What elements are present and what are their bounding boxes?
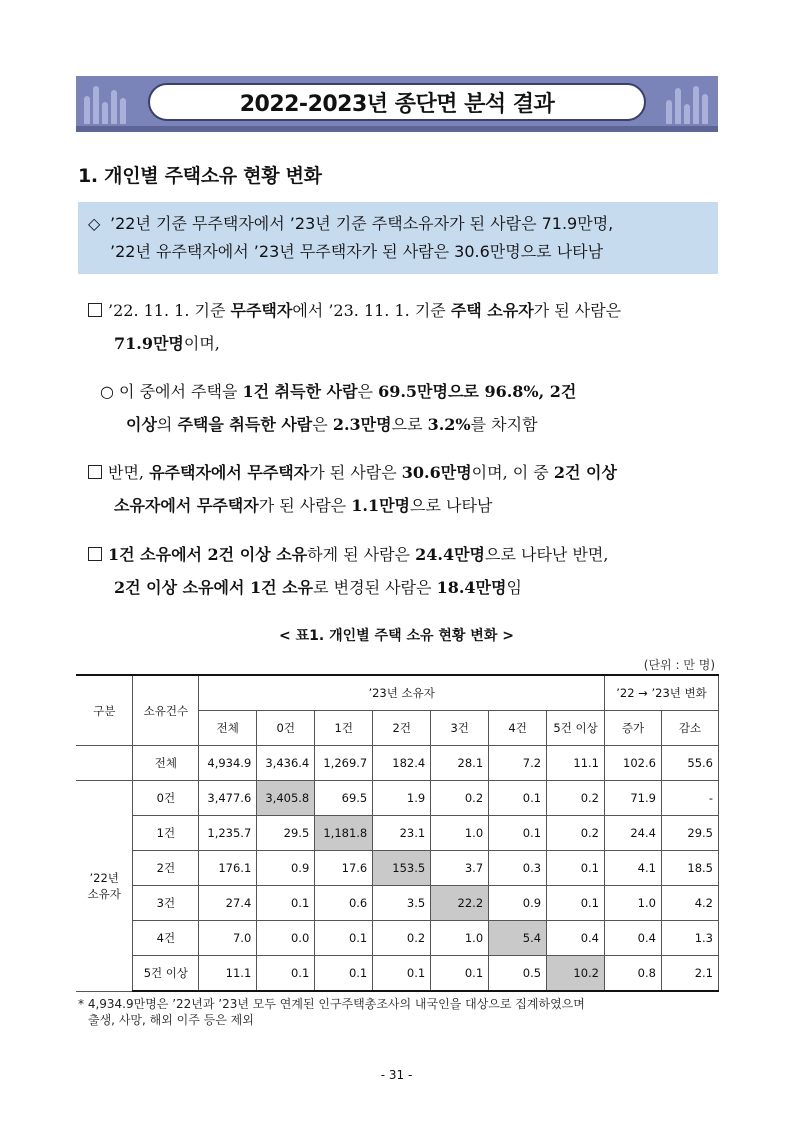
table-cell: 0.1 xyxy=(315,956,373,992)
p2-text-h: 가 된 사람은 xyxy=(258,496,352,515)
table-cell: 29.5 xyxy=(257,816,315,851)
p1-bold-b: 무주택자 xyxy=(230,301,293,320)
p1-text-a: ’22. 11. 1. 기준 xyxy=(108,301,231,320)
p3-bold-c: 24.4만명 xyxy=(415,545,485,564)
table-cell: 0.1 xyxy=(315,921,373,956)
column-header: 전체 xyxy=(199,711,257,746)
table-cell: 4.1 xyxy=(605,851,662,886)
table-cell: 0.3 xyxy=(489,851,547,886)
p3-bold-g: 18.4만명 xyxy=(436,578,507,597)
paragraph-1-sub xyxy=(100,375,720,441)
table-cell: 27.4 xyxy=(199,886,257,921)
table-row xyxy=(76,851,719,886)
header-change: ’22 → ’23년 변화 xyxy=(605,675,719,711)
summary-line-2: ’22년 유주택자에서 ’23년 무주택자가 된 사람은 30.6만명으로 나타남 xyxy=(110,242,604,261)
row-label: 3건 xyxy=(133,886,199,921)
p1-text-c: 에서 ’23. 11. 1. 기준 xyxy=(292,301,451,320)
table-cell: 0.1 xyxy=(547,886,605,921)
table-cell: 7.0 xyxy=(199,921,257,956)
ownership-change-table xyxy=(76,674,719,992)
table-cell: 71.9 xyxy=(605,781,662,816)
table-cell: 4,934.9 xyxy=(199,746,257,781)
table-cell: 1,181.8 xyxy=(315,816,373,851)
table-cell: 176.1 xyxy=(199,851,257,886)
p1sub-bold-e: 이상 xyxy=(126,415,157,434)
table-row xyxy=(76,781,719,816)
table-cell: 7.2 xyxy=(489,746,547,781)
table-cell: 0.4 xyxy=(547,921,605,956)
table-cell: 102.6 xyxy=(605,746,662,781)
p3-bold-e: 2건 이상 소유에서 1건 소유 xyxy=(114,578,314,597)
table-cell: 17.6 xyxy=(315,851,373,886)
paragraph-3 xyxy=(88,538,720,604)
column-header: 1건 xyxy=(315,711,373,746)
p1sub-text-h: 은 xyxy=(312,415,333,434)
footnote xyxy=(78,996,728,1028)
column-header: 2건 xyxy=(373,711,431,746)
p1sub-bold-d: 69.5만명으로 96.8%, 2건 xyxy=(378,382,577,401)
table-unit: (단위 : 만 명) xyxy=(643,658,715,672)
p3-text-d: 으로 나타난 반면, xyxy=(485,545,609,564)
row-label: 5건 이상 xyxy=(133,956,199,992)
table-cell: 0.6 xyxy=(315,886,373,921)
table-cell: 1.9 xyxy=(373,781,431,816)
banner-decoration-left xyxy=(82,82,132,124)
table-title: < 표1. 개인별 주택 소유 현황 변화 > xyxy=(279,628,514,644)
table-cell: 0.0 xyxy=(257,921,315,956)
checkbox-square-icon xyxy=(88,465,102,479)
summary-box xyxy=(78,202,718,274)
table-cell: 18.5 xyxy=(661,851,718,886)
table-cell: 0.1 xyxy=(257,886,315,921)
p3-text-f: 로 변경된 사람은 xyxy=(313,578,437,597)
column-header: 0건 xyxy=(257,711,315,746)
p1sub-text-a: 이 중에서 주택을 xyxy=(113,382,243,401)
p1-text-e: 가 된 사람은 xyxy=(533,301,622,320)
table-cell: 2.1 xyxy=(661,956,718,992)
header-count: 소유건수 xyxy=(133,675,199,746)
table-row xyxy=(76,886,719,921)
table-cell: 0.1 xyxy=(547,851,605,886)
table-cell: 0.1 xyxy=(489,781,547,816)
header-gubun: 구분 xyxy=(76,675,133,746)
p3-text-b: 하게 된 사람은 xyxy=(307,545,416,564)
column-header: 감소 xyxy=(661,711,718,746)
table-cell: 0.1 xyxy=(431,956,489,992)
row-label: 1건 xyxy=(133,816,199,851)
table-cell: 10.2 xyxy=(547,956,605,992)
p2-bold-g: 소유자에서 무주택자 xyxy=(114,496,259,515)
p1sub-text-l: 를 차지함 xyxy=(470,415,538,434)
row-label: 전체 xyxy=(133,746,199,781)
table-cell: 3,477.6 xyxy=(199,781,257,816)
p1-bold-f: 71.9만명 xyxy=(114,334,184,353)
p2-bold-f: 2건 이상 xyxy=(553,463,617,482)
p1sub-bold-i: 2.3만명 xyxy=(332,415,392,434)
table-cell: 0.8 xyxy=(605,956,662,992)
page-number: - 31 - xyxy=(380,1068,413,1082)
table-cell: 28.1 xyxy=(431,746,489,781)
table-cell: 1,269.7 xyxy=(315,746,373,781)
p2-text-e: 이며, 이 중 xyxy=(471,463,554,482)
p1sub-text-f: 의 xyxy=(156,415,178,434)
p1sub-text-j: 으로 xyxy=(391,415,428,434)
header-owner-2023: ’23년 소유자 xyxy=(199,675,605,711)
table-cell: 1.0 xyxy=(431,816,489,851)
column-header: 4건 xyxy=(489,711,547,746)
table-cell: 0.2 xyxy=(547,816,605,851)
p1-bold-d: 주택 소유자 xyxy=(450,301,534,320)
table-cell: 1,235.7 xyxy=(199,816,257,851)
table-cell: 55.6 xyxy=(661,746,718,781)
table-row xyxy=(76,816,719,851)
banner-decoration-right xyxy=(662,82,712,124)
checkbox-square-icon xyxy=(88,547,102,561)
table-cell: 23.1 xyxy=(373,816,431,851)
table-cell: 11.1 xyxy=(199,956,257,992)
table-cell: 0.2 xyxy=(373,921,431,956)
row-group-label: ’22년 소유자 xyxy=(76,781,133,992)
banner-title-pill xyxy=(148,83,646,121)
footnote-line-2: 출생, 사망, 해외 이주 등은 제외 xyxy=(88,1013,254,1027)
table-cell: 3,405.8 xyxy=(257,781,315,816)
section-heading: 1. 개인별 주택소유 현황 변화 xyxy=(78,165,322,187)
column-header: 3건 xyxy=(431,711,489,746)
table-cell: 0.4 xyxy=(605,921,662,956)
table-cell: 11.1 xyxy=(547,746,605,781)
p1sub-bold-g: 주택을 취득한 사람 xyxy=(177,415,313,434)
paragraph-1 xyxy=(88,294,720,360)
table-cell: 29.5 xyxy=(661,816,718,851)
table-cell: 153.5 xyxy=(373,851,431,886)
p2-bold-b: 유주택자에서 무주택자 xyxy=(149,463,310,482)
row-label: 4건 xyxy=(133,921,199,956)
page-title: 2022-2023년 종단면 분석 결과 xyxy=(239,91,555,117)
table-cell: 0.2 xyxy=(431,781,489,816)
circle-bullet-icon: ○ xyxy=(100,382,114,401)
table-cell: 0.2 xyxy=(547,781,605,816)
p1-text-g: 이며, xyxy=(183,334,220,353)
p1sub-bold-b: 1건 취득한 사람 xyxy=(242,382,358,401)
row-label: 2건 xyxy=(133,851,199,886)
diamond-icon: ◇ xyxy=(88,214,101,233)
table-cell: 0.9 xyxy=(257,851,315,886)
column-header: 5건 이상 xyxy=(547,711,605,746)
table-cell: 3,436.4 xyxy=(257,746,315,781)
p2-bold-d: 30.6만명 xyxy=(401,463,472,482)
table-cell: 22.2 xyxy=(431,886,489,921)
title-banner xyxy=(76,76,718,132)
table-cell: 0.5 xyxy=(489,956,547,992)
table-cell: 1.0 xyxy=(431,921,489,956)
table-cell: - xyxy=(661,781,718,816)
table-cell: 69.5 xyxy=(315,781,373,816)
table-cell: 3.5 xyxy=(373,886,431,921)
table-cell: 0.1 xyxy=(373,956,431,992)
table-cell: 0.1 xyxy=(489,816,547,851)
table-cell: 5.4 xyxy=(489,921,547,956)
p2-text-c: 가 된 사람은 xyxy=(309,463,402,482)
table-row xyxy=(76,956,719,992)
p3-bold-a: 1건 소유에서 2건 이상 소유 xyxy=(108,545,308,564)
table-cell: 24.4 xyxy=(605,816,662,851)
table-cell: 1.0 xyxy=(605,886,662,921)
table-cell: 4.2 xyxy=(661,886,718,921)
p1sub-bold-k: 3.2% xyxy=(427,415,471,434)
table-cell: 3.7 xyxy=(431,851,489,886)
table-cell: 1.3 xyxy=(661,921,718,956)
table-row xyxy=(76,746,719,781)
p1sub-text-c: 은 xyxy=(357,382,379,401)
row-label: 0건 xyxy=(133,781,199,816)
p2-text-a: 반면, xyxy=(108,463,150,482)
p2-text-j: 으로 나타남 xyxy=(409,496,493,515)
p3-text-h: 임 xyxy=(506,578,522,597)
footnote-line-1: * 4,934.9만명은 ’22년과 ’23년 모두 연계된 인구주택총조사의 내국인을 대상으로 집계하였으며 xyxy=(78,997,585,1011)
table-cell: 0.9 xyxy=(489,886,547,921)
paragraph-2 xyxy=(88,456,720,522)
table-cell: 0.1 xyxy=(257,956,315,992)
checkbox-square-icon xyxy=(88,303,102,317)
column-header: 증가 xyxy=(605,711,662,746)
p2-bold-i: 1.1만명 xyxy=(351,496,410,515)
table-row xyxy=(76,921,719,956)
table-cell: 182.4 xyxy=(373,746,431,781)
summary-line-1: ’22년 기준 무주택자에서 ’23년 기준 주택소유자가 된 사람은 71.9만명, xyxy=(110,214,614,233)
